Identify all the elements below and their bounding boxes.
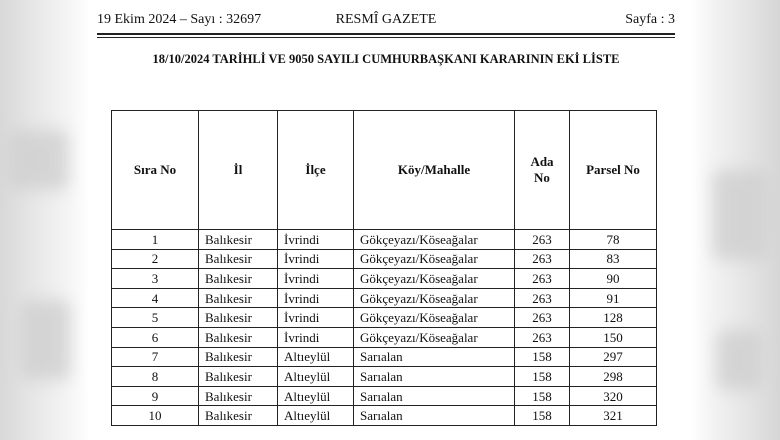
table-row (112, 386, 657, 406)
village-cell: Gökçeyazı/Köseağalar (354, 308, 515, 328)
table-row (112, 288, 657, 308)
row-number: 6 (112, 327, 199, 347)
block-number-cell: 158 (515, 367, 570, 387)
province-cell: Balıkesir (199, 367, 278, 387)
column-header: Köy/Mahalle (354, 111, 515, 230)
table-row (112, 269, 657, 289)
blur-artifact (717, 330, 762, 390)
page-header (97, 12, 675, 32)
block-number-cell: 158 (515, 347, 570, 367)
row-number: 4 (112, 288, 199, 308)
district-cell: Altıeylül (278, 367, 354, 387)
gazette-page (97, 0, 675, 440)
district-cell: İvrindi (278, 230, 354, 250)
parcel-number-cell: 320 (570, 386, 657, 406)
village-cell: Gökçeyazı/Köseağalar (354, 269, 515, 289)
row-number: 5 (112, 308, 199, 328)
table-row (112, 327, 657, 347)
province-cell: Balıkesir (199, 269, 278, 289)
village-cell: Sarıalan (354, 406, 515, 426)
block-number-cell: 263 (515, 230, 570, 250)
blur-artifact (713, 170, 768, 260)
table-row (112, 230, 657, 250)
parcel-number-cell: 298 (570, 367, 657, 387)
block-number-cell: 158 (515, 406, 570, 426)
parcel-number-cell: 321 (570, 406, 657, 426)
village-cell: Gökçeyazı/Köseağalar (354, 230, 515, 250)
village-cell: Gökçeyazı/Köseağalar (354, 288, 515, 308)
gazette-title: RESMÎ GAZETE (335, 12, 437, 27)
column-header: Parsel No (570, 111, 657, 230)
village-cell: Sarıalan (354, 386, 515, 406)
district-cell: İvrindi (278, 327, 354, 347)
district-cell: Altıeylül (278, 386, 354, 406)
village-cell: Sarıalan (354, 347, 515, 367)
village-cell: Sarıalan (354, 367, 515, 387)
row-number: 3 (112, 269, 199, 289)
district-cell: Altıeylül (278, 347, 354, 367)
province-cell: Balıkesir (199, 288, 278, 308)
village-cell: Gökçeyazı/Köseağalar (354, 249, 515, 269)
page-number: Sayfa : 3 (625, 12, 675, 27)
row-number: 8 (112, 367, 199, 387)
table-row (112, 406, 657, 426)
district-cell: Altıeylül (278, 406, 354, 426)
province-cell: Balıkesir (199, 347, 278, 367)
row-number: 9 (112, 386, 199, 406)
block-number-cell: 263 (515, 288, 570, 308)
column-header: Ada No (515, 111, 570, 230)
parcel-number-cell: 91 (570, 288, 657, 308)
list-title: 18/10/2024 TARİHLİ VE 9050 SAYILI CUMHURBAŞKANI KARARININ EKİ LİSTE (152, 52, 620, 66)
issue-date: 19 Ekim 2024 – Sayı : 32697 (97, 12, 262, 27)
province-cell: Balıkesir (199, 230, 278, 250)
district-cell: İvrindi (278, 288, 354, 308)
block-number-cell: 158 (515, 386, 570, 406)
parcel-number-cell: 128 (570, 308, 657, 328)
blur-artifact (8, 130, 68, 190)
district-cell: İvrindi (278, 249, 354, 269)
district-cell: İvrindi (278, 308, 354, 328)
parcel-number-cell: 78 (570, 230, 657, 250)
parcel-number-cell: 297 (570, 347, 657, 367)
header-rule (97, 33, 675, 35)
district-cell: İvrindi (278, 269, 354, 289)
table-row (112, 367, 657, 387)
block-number-cell: 263 (515, 269, 570, 289)
table-row (112, 308, 657, 328)
province-cell: Balıkesir (199, 308, 278, 328)
blur-artifact (20, 300, 70, 380)
block-number-cell: 263 (515, 327, 570, 347)
row-number: 1 (112, 230, 199, 250)
table-row (112, 347, 657, 367)
table-header-row (112, 111, 657, 230)
province-cell: Balıkesir (199, 327, 278, 347)
province-cell: Balıkesir (199, 249, 278, 269)
province-cell: Balıkesir (199, 386, 278, 406)
column-header: İlçe (278, 111, 354, 230)
row-number: 10 (112, 406, 199, 426)
table-row (112, 249, 657, 269)
parcel-number-cell: 83 (570, 249, 657, 269)
parcel-number-cell: 90 (570, 269, 657, 289)
column-header: İl (199, 111, 278, 230)
block-number-cell: 263 (515, 249, 570, 269)
column-header: Sıra No (112, 111, 199, 230)
village-cell: Gökçeyazı/Köseağalar (354, 327, 515, 347)
header-rule-thin (97, 37, 675, 38)
province-cell: Balıkesir (199, 406, 278, 426)
block-number-cell: 263 (515, 308, 570, 328)
row-number: 2 (112, 249, 199, 269)
parcel-number-cell: 150 (570, 327, 657, 347)
parcel-table (111, 110, 657, 426)
row-number: 7 (112, 347, 199, 367)
